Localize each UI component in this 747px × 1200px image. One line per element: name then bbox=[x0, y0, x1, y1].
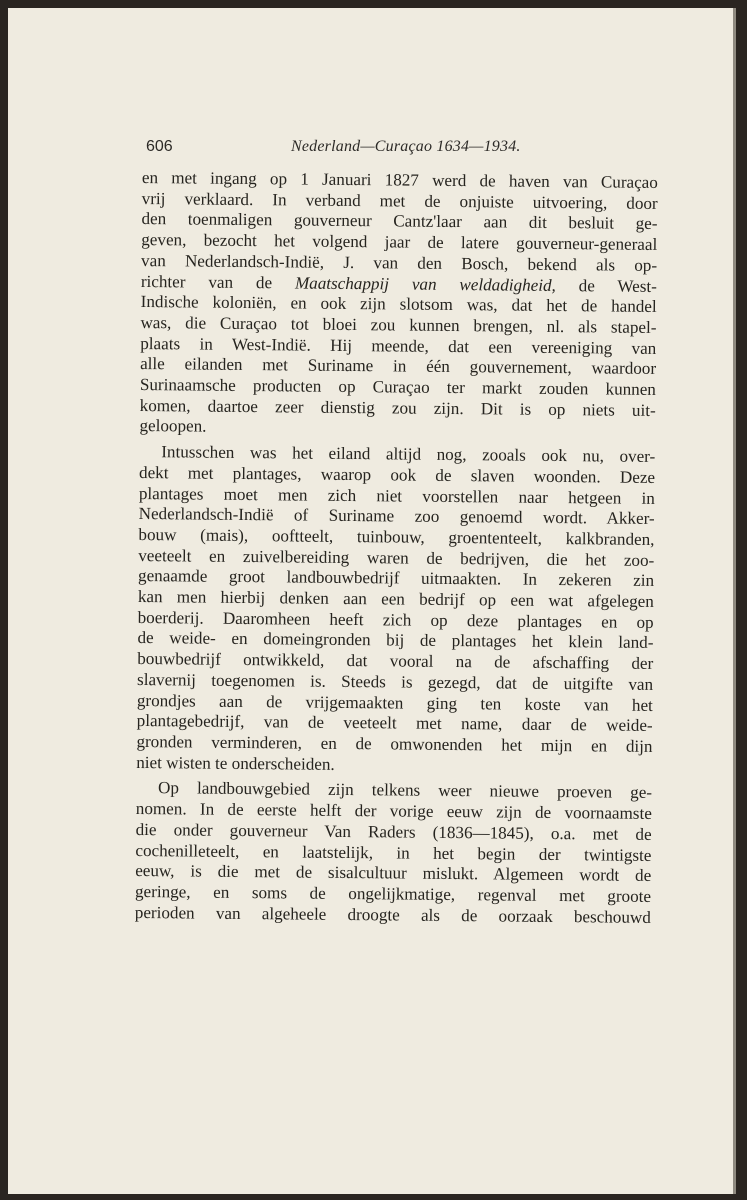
text-line: geloopen. bbox=[139, 416, 207, 437]
text-line: geringe, en soms de ongelijkmatige, regenval met groote bbox=[134, 881, 652, 906]
text-segment: de West- bbox=[578, 275, 657, 296]
page-number: 606 bbox=[146, 138, 173, 155]
page-header bbox=[146, 138, 666, 162]
body-text bbox=[135, 168, 658, 928]
text-line: bouw (mais), ooftteelt, tuinbouw, groententeelt, kalkbranden, bbox=[138, 524, 655, 549]
paragraph-2 bbox=[136, 442, 655, 778]
text-line: bouwbedrijf ontwikkeld, dat vooral na de afschaffing der bbox=[137, 649, 654, 674]
italic-title: Maatschappij van weldadigheid, bbox=[294, 272, 556, 295]
text-line: boerderij. Daaromheen heeft zich op deze plantages en op bbox=[137, 607, 654, 632]
text-line: nomen. In de eerste helft der vorige eeuw zijn de voornaamste bbox=[135, 799, 652, 824]
text-line: geven, bezocht het volgend jaar de latere gouverneur-generaal bbox=[141, 230, 658, 255]
text-line: de weide- en domeingronden bij de plantages het klein land- bbox=[137, 628, 654, 653]
text-segment: richter van de bbox=[140, 271, 273, 292]
text-line: Nederlandsch-Indië of Suriname zoo genoemd wordt. Akker- bbox=[138, 504, 655, 529]
text-line: Op landbouwgebied zijn telkens weer nieuwe proeven ge- bbox=[157, 778, 653, 803]
text-line: cochenilleteelt, en laatstelijk, in het begin der twintigste bbox=[135, 840, 652, 865]
book-page bbox=[8, 8, 736, 1194]
text-line: veeteelt en zuivelbereiding waren de bedrijven, die het zoo- bbox=[138, 545, 655, 570]
paragraph-3 bbox=[135, 778, 652, 928]
text-line: slavernij toegenomen is. Steeds is gezegd, dat de uitgifte van bbox=[137, 669, 654, 694]
text-line: Intusschen was het eiland altijd nog, zooals ook nu, over- bbox=[161, 442, 656, 467]
text-line: was, die Curaçao tot bloei zou kunnen brengen, nl. als stapel- bbox=[140, 312, 657, 337]
text-line: eeuw, is die met de sisalcultuur mislukt. Algemeen wordt de bbox=[135, 861, 652, 886]
paragraph-1 bbox=[139, 168, 658, 442]
text-line: die onder gouverneur Van Raders (1836—1845), o.a. met de bbox=[135, 819, 652, 844]
text-line: niet wisten te onderscheiden. bbox=[136, 752, 335, 774]
text-line: perioden van algeheele droogte als de oorzaak beschouwd bbox=[134, 902, 651, 927]
running-title: Nederland—Curaçao 1634—1934. bbox=[291, 138, 521, 155]
text-line: gronden verminderen, en de omwonenden het mijn en dijn bbox=[136, 731, 653, 756]
text-line: plantagebedrijf, van de veeteelt met name, daar de weide- bbox=[136, 711, 653, 736]
text-line: kan men hierbij denken aan een bedrijf op een wat afgelegen bbox=[137, 587, 654, 611]
text-line: genaamde groot landbouwbedrijf uitmaakten. In zekeren zin bbox=[137, 566, 655, 591]
text-line: van Nederlandsch-Indië, J. van den Bosch, bekend als op- bbox=[141, 250, 658, 275]
text-line: Surinaamsche producten op Curaçao ter markt zouden kunnen bbox=[139, 375, 656, 399]
text-line: plaats in West-Indië. Hij meende, dat een vereeniging van bbox=[140, 333, 657, 358]
text-line: komen, daartoe zeer dienstig zou zijn. Dit is op niets uit- bbox=[139, 395, 656, 420]
text-line: en met ingang op 1 Januari 1827 werd de haven van Curaçao bbox=[141, 168, 658, 192]
text-line: plantages moet men zich niet voorstellen naar hetgeen in bbox=[138, 483, 655, 508]
text-line: Indische koloniën, en ook zijn slotsom was, dat het de handel bbox=[140, 292, 657, 317]
text-line: den toenmaligen gouverneur Cantz'laar aan dit besluit ge- bbox=[141, 209, 658, 234]
text-line: vrij verklaard. In verband met de onjuiste uitvoering, door bbox=[141, 188, 658, 213]
text-line: dekt met plantages, waarop ook de slaven woonden. Deze bbox=[138, 462, 656, 487]
text-line: grondjes aan de vrijgemaakten ging ten koste van het bbox=[136, 690, 653, 715]
text-line: alle eilanden met Suriname in één gouvernement, waardoor bbox=[140, 354, 657, 379]
